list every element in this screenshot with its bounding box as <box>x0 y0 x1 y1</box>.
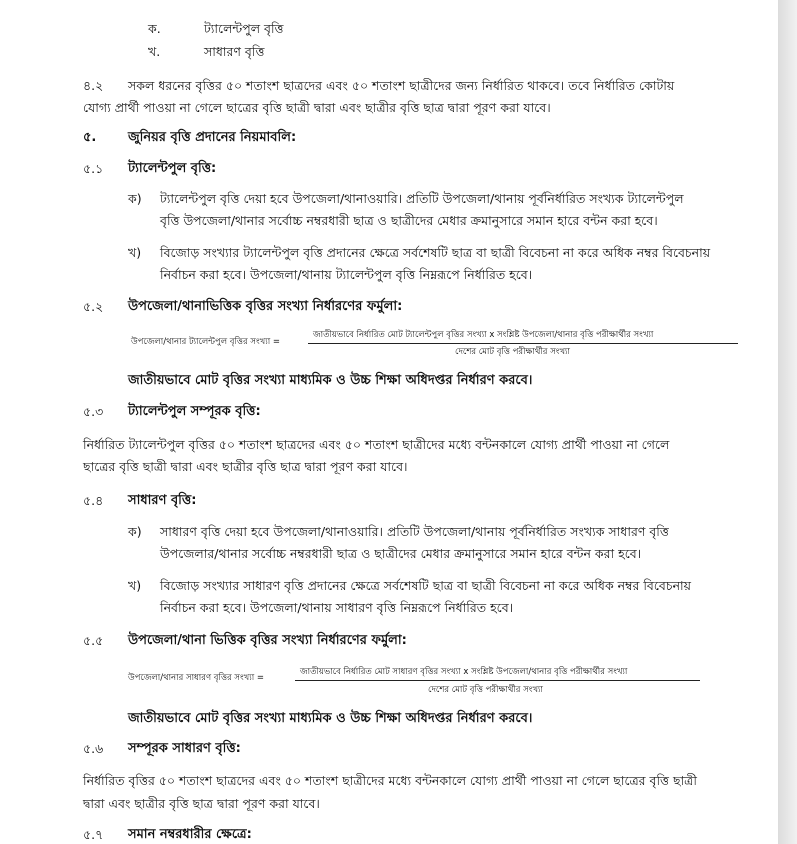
formula-2-fraction-bar <box>295 680 700 681</box>
section-number-5-7: ৫.৭ <box>83 827 104 842</box>
section-number-5-1: ৫.১ <box>83 161 104 176</box>
section-5-3-title: ট্যালেন্টপুল সম্পূরক বৃত্তি: <box>128 404 261 419</box>
section-5-6-line-2: দ্বারা এবং ছাত্রীর বৃত্তি ছাত্র দ্বারা পূরণ করা যাবে। <box>83 796 320 811</box>
section-number-5: ৫. <box>83 130 97 145</box>
formula-1-numerator: জাতীয়ভাবে নির্ধারিত মোট ট্যালেন্টপুল বৃত্তির সংখ্যা x সংশ্লিষ্ট উপজেলা/থানার বৃত্তি পরীক্ষার্থীর সংখ্যা <box>313 330 654 340</box>
section-5-4-kha-line-2: নির্বাচন করা হবে। উপজেলা/থানায় সাধারণ বৃত্তি নিম্নরূপে নির্ধারিত হবে। <box>160 600 514 615</box>
section-5-4-marker-ka: ক) <box>128 524 142 539</box>
section-5-title: জুনিয়র বৃত্তি প্রদানের নিয়মাবলি: <box>128 130 297 145</box>
section-5-1-kha-line-2: নির্বাচন করা হবে। উপজেলা/থানায় ট্যালেন্টপুল বৃত্তি নিম্নরূপে নির্ধারিত হবে। <box>160 267 533 282</box>
section-5-1-ka-line-1: ট্যালেন্টপুল বৃত্তি দেয়া হবে উপজেলা/থানাওয়ারি। প্রতিটি উপজেলা/থানায় পূর্বনির্ধারিত সংখ্যক ট্যালেন্টপুল <box>160 191 684 206</box>
section-5-3-line-2: ছাত্রের বৃত্তি ছাত্রী দ্বারা এবং ছাত্রীর বৃত্তি ছাত্র দ্বারা পূরণ করা যাবে। <box>83 459 408 474</box>
section-5-2-note: জাতীয়ভাবে মোট বৃত্তির সংখ্যা মাধ্যমিক ও উচ্চ শিক্ষা অধিদপ্তর নির্ধারণ করবে। <box>128 373 533 388</box>
section-5-1-ka-line-2: বৃত্তি উপজেলা/থানার সর্বোচ্চ নম্বরধারী ছাত্র ও ছাত্রীদের মেধার ক্রমানুসারে সমান হারে বন্টন করা হবে। <box>160 213 658 228</box>
section-5-7-title: সমান নম্বরধারীর ক্ষেত্রে: <box>128 827 252 842</box>
section-4-2-line-1: সকল ধরনের বৃত্তির ৫০ শতাংশ ছাত্রদের এবং ৫০ শতাংশ ছাত্রীদের জন্য নির্ধারিত থাকবে। তবে নির্ধারিত কোটায় <box>128 78 675 93</box>
formula-1-denominator: দেশের মোট বৃত্তি পরীক্ষার্থীর সংখ্যা <box>455 347 570 357</box>
section-5-1-marker-kha: খ) <box>128 245 142 260</box>
formula-2-label: উপজেলা/থানার সাধারণ বৃত্তির সংখ্যা = <box>128 673 265 683</box>
section-5-5-note: জাতীয়ভাবে মোট বৃত্তির সংখ্যা মাধ্যমিক ও উচ্চ শিক্ষা অধিদপ্তর নির্ধারণ করবে। <box>128 711 533 726</box>
formula-2-numerator: জাতীয়ভাবে নির্ধারিত মোট সাধারণ বৃত্তির সংখ্যা x সংশ্লিষ্ট উপজেলা/থানার বৃত্তি পরীক্ষার্থীর সংখ্যা <box>300 667 628 677</box>
section-5-4-marker-kha: খ) <box>128 578 142 593</box>
section-5-5-title: উপজেলা/থানা ভিত্তিক বৃত্তির সংখ্যা নির্ধারণের ফর্মুলা: <box>128 633 407 648</box>
section-4-2-line-2: যোগ্য প্রার্থী পাওয়া না গেলে ছাত্রের বৃত্তি ছাত্রী দ্বারা এবং ছাত্রীর বৃত্তি ছাত্র দ্বারা পূরণ করা যাবে। <box>83 100 551 115</box>
section-5-4-kha-line-1: বিজোড় সংখ্যার সাধারণ বৃত্তি প্রদানের ক্ষেত্রে সর্বশেষটি ছাত্র বা ছাত্রী বিবেচনা না করে অধিক নম্বর বিবেচনায় <box>160 578 692 593</box>
section-number-5-6: ৫.৬ <box>83 741 104 756</box>
list-marker-kha: খ. <box>148 44 161 59</box>
section-number-4-2: ৪.২ <box>83 78 104 93</box>
section-5-4-ka-line-2: উপজেলার/থানার সর্বোচ্চ নম্বরধারী ছাত্র ও ছাত্রীদের মেধার ক্রমানুসারে সমান হারে বন্টন করা হবে। <box>160 546 642 561</box>
formula-1-label: উপজেলা/থানার ট্যালেন্টপুল বৃত্তির সংখ্যা = <box>131 337 280 347</box>
section-5-1-marker-ka: ক) <box>128 191 142 206</box>
section-5-4-title: সাধারণ বৃত্তি: <box>128 493 197 508</box>
section-5-4-ka-line-1: সাধারণ বৃত্তি দেয়া হবে উপজেলা/থানাওয়ারি। প্রতিটি উপজেলা/থানায় পূর্বনির্ধারিত সংখ্যক সাধারণ বৃত্তি <box>160 524 669 539</box>
section-5-3-line-1: নির্ধারিত ট্যালেন্টপুল বৃত্তির ৫০ শতাংশ ছাত্রদের এবং ৫০ শতাংশ ছাত্রীদের মধ্যে বন্টনকালে যোগ্য প্রার্থী পাওয়া না গেলে <box>83 437 670 452</box>
section-5-1-kha-line-1: বিজোড় সংখ্যার ট্যালেন্টপুল বৃত্তি প্রদানের ক্ষেত্রে সর্বশেষটি ছাত্র বা ছাত্রী বিবেচনা না করে অধিক নম্বর বিবেচনায় <box>160 245 711 260</box>
section-5-2-title: উপজেলা/থানাভিত্তিক বৃত্তির সংখ্যা নির্ধারণের ফর্মুলা: <box>128 299 403 314</box>
list-marker-ka: ক. <box>148 21 161 36</box>
section-5-1-title: ট্যালেন্টপুল বৃত্তি: <box>128 161 217 176</box>
section-number-5-5: ৫.৫ <box>83 633 104 648</box>
list-item-general: সাধারণ বৃত্তি <box>204 44 265 59</box>
section-5-6-line-1: নির্ধারিত বৃত্তির ৫০ শতাংশ ছাত্রদের এবং ৫০ শতাংশ ছাত্রীদের মধ্যে বন্টনকালে যোগ্য প্রার্থী পাওয়া না গেলে ছাত্রের বৃত্তি ছাত্রী <box>83 773 697 788</box>
page-edge <box>778 0 797 844</box>
list-item-talentpool: ট্যালেন্টপুল বৃত্তি <box>204 21 284 36</box>
formula-1-fraction-bar <box>308 343 738 344</box>
section-number-5-4: ৫.৪ <box>83 493 104 508</box>
section-number-5-3: ৫.৩ <box>83 404 104 419</box>
section-number-5-2: ৫.২ <box>83 299 104 314</box>
section-5-6-title: সম্পূরক সাধারণ বৃত্তি: <box>128 741 241 756</box>
formula-2-denominator: দেশের মোট বৃত্তি পরীক্ষার্থীর সংখ্যা <box>428 685 543 695</box>
